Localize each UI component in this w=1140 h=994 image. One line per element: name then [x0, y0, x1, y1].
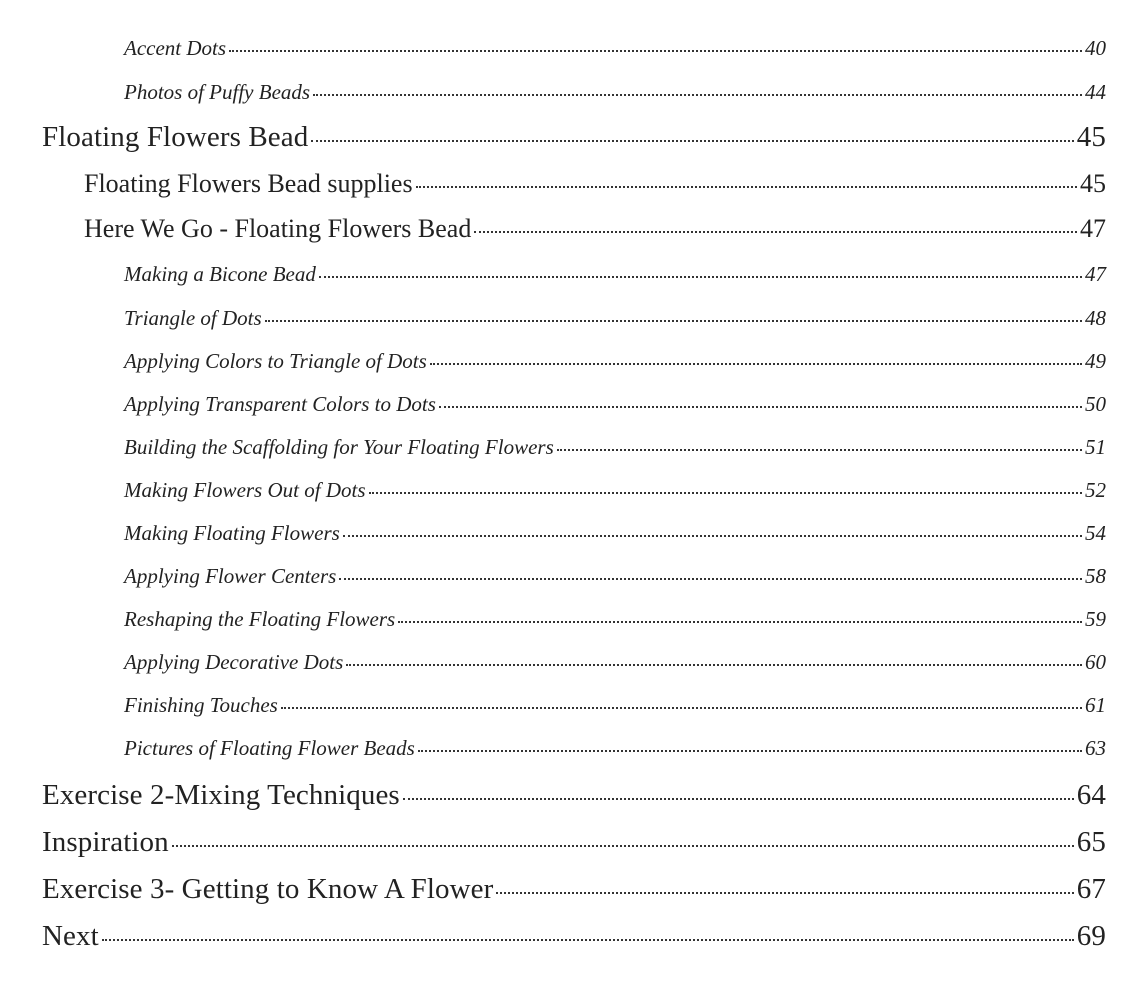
- toc-entry-title: Pictures of Floating Flower Beads: [124, 736, 415, 760]
- dot-leader: [265, 320, 1082, 322]
- toc-entry-title: Making Flowers Out of Dots: [124, 478, 366, 502]
- toc-entry[interactable]: [42, 121, 1106, 154]
- toc-entry[interactable]: [124, 521, 1106, 546]
- toc-entry-title: Floating Flowers Bead supplies: [84, 169, 413, 198]
- toc-entry[interactable]: [42, 826, 1106, 859]
- dot-leader: [343, 535, 1082, 537]
- dot-leader: [430, 363, 1082, 365]
- dot-leader: [172, 845, 1074, 847]
- dot-leader: [474, 231, 1077, 233]
- toc-entry-title: Inspiration: [42, 826, 169, 858]
- toc-entry-title: Triangle of Dots: [124, 306, 262, 330]
- toc-entry[interactable]: [124, 262, 1106, 287]
- toc-entry-title: Making Floating Flowers: [124, 521, 340, 545]
- toc-entry-page: 40: [1085, 36, 1106, 60]
- toc-entry-title: Applying Colors to Triangle of Dots: [124, 349, 427, 373]
- dot-leader: [311, 140, 1073, 142]
- toc-entry[interactable]: [124, 564, 1106, 589]
- dot-leader: [339, 578, 1082, 580]
- dot-leader: [439, 406, 1082, 408]
- toc-entry-page: 47: [1080, 214, 1106, 243]
- dot-leader: [496, 892, 1073, 894]
- toc-entry-page: 45: [1080, 169, 1106, 198]
- toc-entry-title: Finishing Touches: [124, 693, 278, 717]
- toc-entry-title: Exercise 3- Getting to Know A Flower: [42, 873, 494, 905]
- toc-entry-page: 64: [1076, 779, 1106, 811]
- toc-entry[interactable]: [42, 873, 1106, 906]
- dot-leader: [403, 798, 1074, 800]
- toc-entry[interactable]: [124, 36, 1106, 61]
- toc-entry-page: 59: [1085, 607, 1106, 631]
- toc-entry[interactable]: [84, 214, 1106, 244]
- toc-entry-page: 47: [1085, 262, 1106, 286]
- toc-entry-page: 45: [1076, 121, 1106, 153]
- toc-entry[interactable]: [124, 650, 1106, 675]
- toc-entry-page: 67: [1076, 873, 1106, 905]
- toc-entry-page: 52: [1085, 478, 1106, 502]
- toc-entry[interactable]: [124, 736, 1106, 761]
- toc-entry[interactable]: [84, 169, 1106, 199]
- dot-leader: [313, 94, 1082, 96]
- toc-entry-page: 48: [1085, 306, 1106, 330]
- toc-entry-page: 69: [1076, 920, 1106, 952]
- dot-leader: [319, 276, 1082, 278]
- toc-entry-title: Next: [42, 920, 99, 952]
- toc-entry-title: Exercise 2-Mixing Techniques: [42, 779, 400, 811]
- toc-entry[interactable]: [42, 920, 1106, 953]
- toc-entry[interactable]: [124, 435, 1106, 460]
- toc-entry-title: Accent Dots: [124, 36, 227, 60]
- dot-leader: [557, 449, 1082, 451]
- toc-entry[interactable]: [42, 779, 1106, 812]
- toc-entry-title: Floating Flowers Bead: [42, 121, 309, 153]
- toc-entry-page: 54: [1085, 521, 1106, 545]
- toc-entry-page: 60: [1085, 650, 1106, 674]
- toc-entry-title: Making a Bicone Bead: [124, 262, 316, 286]
- toc-entry-title: Photos of Puffy Beads: [124, 80, 311, 104]
- dot-leader: [346, 664, 1082, 666]
- toc-entry-page: 49: [1085, 349, 1106, 373]
- toc-entry-page: 61: [1085, 693, 1106, 717]
- dot-leader: [418, 750, 1082, 752]
- dot-leader: [102, 939, 1074, 941]
- toc-entry[interactable]: [124, 607, 1106, 632]
- toc-entry-title: Applying Flower Centers: [124, 564, 337, 588]
- toc-entry-title: Applying Transparent Colors to Dots: [124, 392, 436, 416]
- dot-leader: [416, 186, 1077, 188]
- toc-entry[interactable]: [124, 392, 1106, 417]
- toc-entry-title: Here We Go - Floating Flowers Bead: [84, 214, 472, 243]
- dot-leader: [369, 492, 1083, 494]
- toc-entry[interactable]: [124, 693, 1106, 718]
- toc-entry[interactable]: [124, 349, 1106, 374]
- toc-entry-page: 63: [1085, 736, 1106, 760]
- dot-leader: [281, 707, 1082, 709]
- toc-entry[interactable]: [124, 306, 1106, 331]
- toc-entry-page: 51: [1085, 435, 1106, 459]
- toc-entry[interactable]: [124, 80, 1106, 105]
- toc-entry-page: 65: [1076, 826, 1106, 858]
- dot-leader: [398, 621, 1082, 623]
- dot-leader: [229, 50, 1082, 52]
- toc-entry-page: 50: [1085, 392, 1106, 416]
- toc-entry[interactable]: [124, 478, 1106, 503]
- toc-entry-title: Applying Decorative Dots: [124, 650, 344, 674]
- toc-entry-title: Building the Scaffolding for Your Floating Flowers: [124, 435, 554, 459]
- toc-entry-page: 44: [1085, 80, 1106, 104]
- toc-entry-page: 58: [1085, 564, 1106, 588]
- toc-entry-title: Reshaping the Floating Flowers: [124, 607, 396, 631]
